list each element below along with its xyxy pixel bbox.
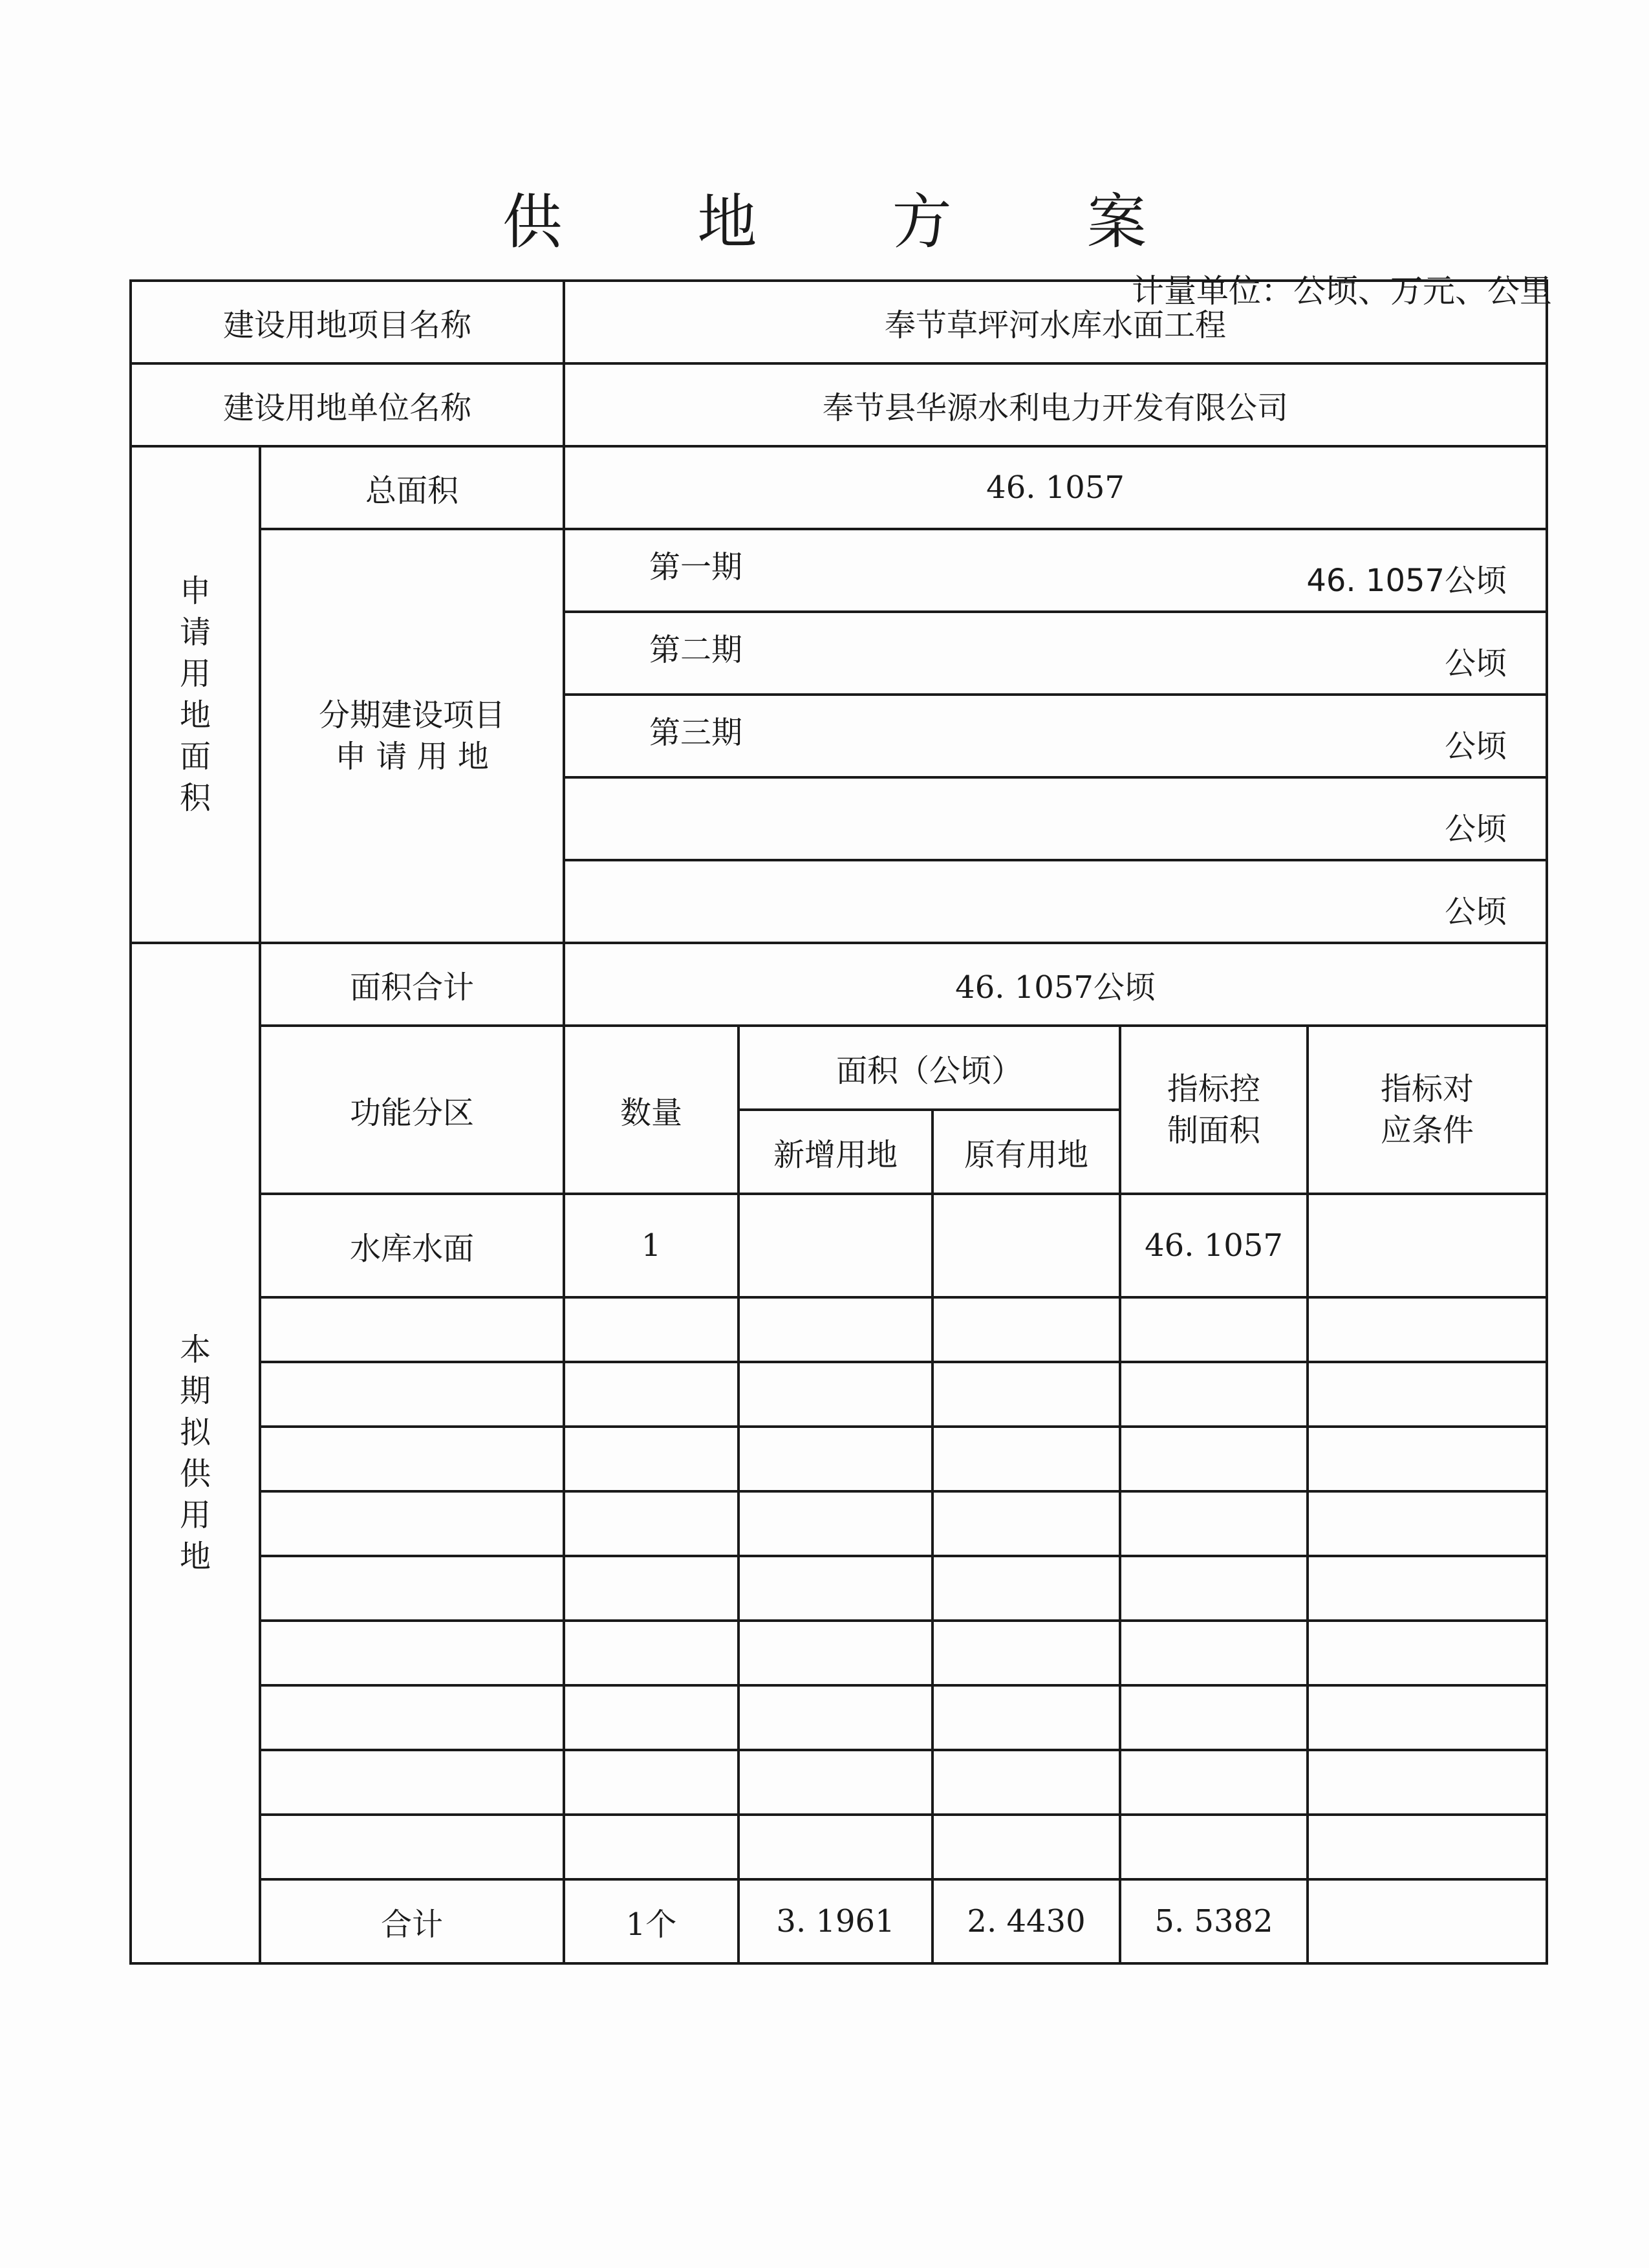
- table-row: [131, 1194, 1547, 1297]
- apply-area-side-label: 申 请 用 地 面 积: [131, 446, 260, 943]
- project-name-label: 建设用地项目名称: [131, 281, 564, 363]
- unit-name-label: 建设用地单位名称: [131, 363, 564, 446]
- phase-label: 第二期: [649, 632, 743, 668]
- total-area-label: 总面积: [260, 446, 564, 529]
- empty-row: [131, 1427, 1547, 1491]
- total-count: 1个: [564, 1879, 738, 1963]
- empty-row: [131, 1362, 1547, 1427]
- phase-value: 公顷: [1445, 645, 1507, 682]
- row-count: 1: [564, 1194, 738, 1297]
- total-quota-area: 5. 5382: [1120, 1879, 1308, 1963]
- supply-plan-table: [129, 279, 1548, 1965]
- header-area: 面积（公顷）: [738, 1026, 1120, 1110]
- total-row: [131, 1879, 1547, 1963]
- phase-row-2: [564, 612, 1547, 695]
- empty-row: [131, 1815, 1547, 1879]
- row-quota-condition: [1308, 1194, 1547, 1297]
- phase-row-1: [564, 529, 1547, 612]
- phase-group-label: 分期建设项目 申 请 用 地: [260, 529, 564, 943]
- header-count: 数量: [564, 1026, 738, 1194]
- phase-value: 公顷: [1445, 811, 1507, 847]
- header-quota-area: 指标控 制面积: [1120, 1026, 1308, 1194]
- header-quota-condition: 指标对 应条件: [1308, 1026, 1547, 1194]
- phase-value: 公顷: [1445, 894, 1507, 930]
- header-existing-land: 原有用地: [932, 1110, 1120, 1194]
- area-total-label: 面积合计: [260, 943, 564, 1026]
- header-zone: 功能分区: [260, 1026, 564, 1194]
- row-new-land: [738, 1194, 932, 1297]
- empty-row: [131, 1685, 1547, 1750]
- row-existing-land: [932, 1194, 1120, 1297]
- area-total-value: 46. 1057公顷: [564, 943, 1547, 1026]
- empty-row: [131, 1297, 1547, 1362]
- phase-label: 第一期: [649, 549, 743, 585]
- header-new-land: 新增用地: [738, 1110, 932, 1194]
- row-quota-area: 46. 1057: [1120, 1194, 1308, 1297]
- phase-row-5: [564, 860, 1547, 943]
- empty-row: [131, 1556, 1547, 1621]
- empty-row: [131, 1621, 1547, 1685]
- row-zone: 水库水面: [260, 1194, 564, 1297]
- total-label: 合计: [260, 1879, 564, 1963]
- supply-side-label: 本 期 拟 供 用 地: [131, 943, 260, 1963]
- unit-note: 计量单位：公顷、万元、公里: [1132, 272, 1552, 310]
- unit-name-value: 奉节县华源水利电力开发有限公司: [564, 363, 1547, 446]
- phase-value: 公顷: [1445, 728, 1507, 764]
- project-name-value: 奉节草坪河水库水面工程: [564, 281, 1547, 363]
- phase-label: 第三期: [649, 715, 743, 751]
- empty-row: [131, 1750, 1547, 1815]
- total-new-land: 3. 1961: [738, 1879, 932, 1963]
- page-title: 供 地 方 案: [502, 188, 1205, 257]
- total-area-value: 46. 1057: [564, 446, 1547, 529]
- total-existing-land: 2. 4430: [932, 1879, 1120, 1963]
- phase-row-3: [564, 695, 1547, 777]
- phase-value: 46. 1057公顷: [1306, 563, 1507, 599]
- empty-row: [131, 1491, 1547, 1556]
- total-quota-condition: [1308, 1879, 1547, 1963]
- phase-row-4: [564, 777, 1547, 860]
